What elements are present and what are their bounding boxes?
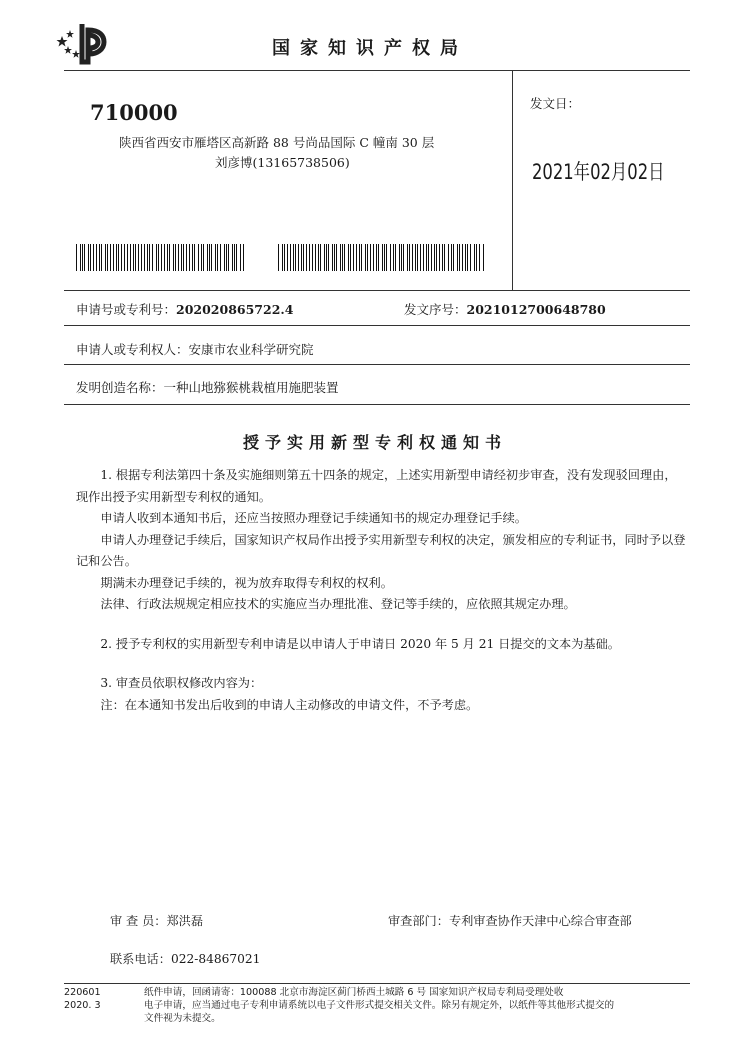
barcode-left <box>76 244 244 271</box>
phone-line <box>110 950 260 967</box>
footer-line-3: 文件视为未提交。 <box>144 1013 221 1024</box>
send-date: 2021年02月02日 <box>532 160 665 184</box>
row-rule <box>64 325 690 326</box>
invention-label: 发明创造名称： <box>76 380 164 395</box>
paragraph-4: 期满未办理登记手续的，视为放弃取得专利权的权利。 <box>100 575 393 590</box>
header-bottom-rule <box>64 290 690 291</box>
send-date-label: 发文日： <box>530 96 581 111</box>
application-number-field <box>76 300 293 318</box>
phone-label: 联系电话： <box>110 952 171 966</box>
notice-title: 授予实用新型专利权通知书 <box>242 433 507 452</box>
paragraph-2: 申请人收到本通知书后，还应当按照办理登记手续通知书的规定办理登记手续。 <box>100 511 527 525</box>
top-rule <box>64 70 690 71</box>
paragraph-6: 2. 授予专利权的实用新型专利申请是以申请人于申请日 2020 年 5 月 21 日提交的文本为基础。 <box>100 636 620 651</box>
department: 专利审查协作天津中心综合审查部 <box>448 914 632 928</box>
cnipa-logo-icon <box>56 20 114 66</box>
department-line <box>388 912 632 929</box>
footer-rule <box>64 983 690 984</box>
application-number-label: 申请号或专利号： <box>76 302 177 317</box>
applicant-field <box>76 340 314 358</box>
invention-field <box>76 378 339 396</box>
footer-notes <box>144 986 696 1025</box>
form-code <box>64 986 101 1012</box>
footer-line-1: 纸件申请，回函请寄：100088 北京市海淀区蓟门桥西土城路 6 号 国家知识产权局专利局受理处收 <box>144 987 564 998</box>
office-name: 国家知识产权局 <box>272 38 468 59</box>
postcode: 710000 <box>90 100 178 125</box>
serial-number: 2021012700648780 <box>466 302 606 317</box>
examiner-name: 郑洪磊 <box>166 914 204 928</box>
department-label: 审查部门： <box>388 914 449 928</box>
serial-number-label: 发文序号： <box>404 302 467 317</box>
paragraph-5: 法律、行政法规规定相应技术的实施应当办理批准、登记等手续的，应依照其规定办理。 <box>100 597 576 611</box>
paragraph-7: 3. 审查员依职权修改内容为： <box>100 676 263 690</box>
applicant-label: 申请人或专利权人： <box>76 342 189 357</box>
recipient: 刘彦博(13165738506) <box>215 155 350 170</box>
form-code-1: 220601 <box>64 987 101 998</box>
paragraph-8: 注：在本通知书发出后收到的申请人主动修改的申请文件，不予考虑。 <box>100 697 479 712</box>
paragraph-1: 1. 根据专利法第四十条及实施细则第五十四条的规定，上述实用新型申请经初步审查，没有发现驳回理由，现作出授予实用新型专利权的通知。 <box>76 468 677 504</box>
examiner-label: 审 查 员： <box>110 914 167 928</box>
applicant: 安康市农业科学研究院 <box>188 342 314 357</box>
form-code-2: 2020. 3 <box>64 1000 101 1011</box>
notice-body <box>76 465 688 716</box>
row-rule <box>64 364 690 365</box>
invention-title: 一种山地猕猴桃栽植用施肥装置 <box>163 380 339 395</box>
serial-number-field <box>404 300 606 318</box>
phone: 022-84867021 <box>170 952 261 966</box>
row-rule <box>64 404 690 405</box>
header-divider <box>512 70 513 290</box>
mailing-address: 陕西省西安市雁塔区高新路 88 号尚品国际 C 幢南 30 层 <box>119 135 435 150</box>
barcode-right <box>278 244 484 271</box>
paragraph-3: 申请人办理登记手续后，国家知识产权局作出授予实用新型专利权的决定，颁发相应的专利证书，同时予以登记和公告。 <box>76 532 686 568</box>
examiner-line <box>110 912 203 929</box>
application-number: 202020865722.4 <box>176 302 294 317</box>
footer-line-2: 电子申请，应当通过电子专利申请系统以电子文件形式提交相关文件。除另有规定外，以纸件等其他形式提交的 <box>144 1000 615 1011</box>
